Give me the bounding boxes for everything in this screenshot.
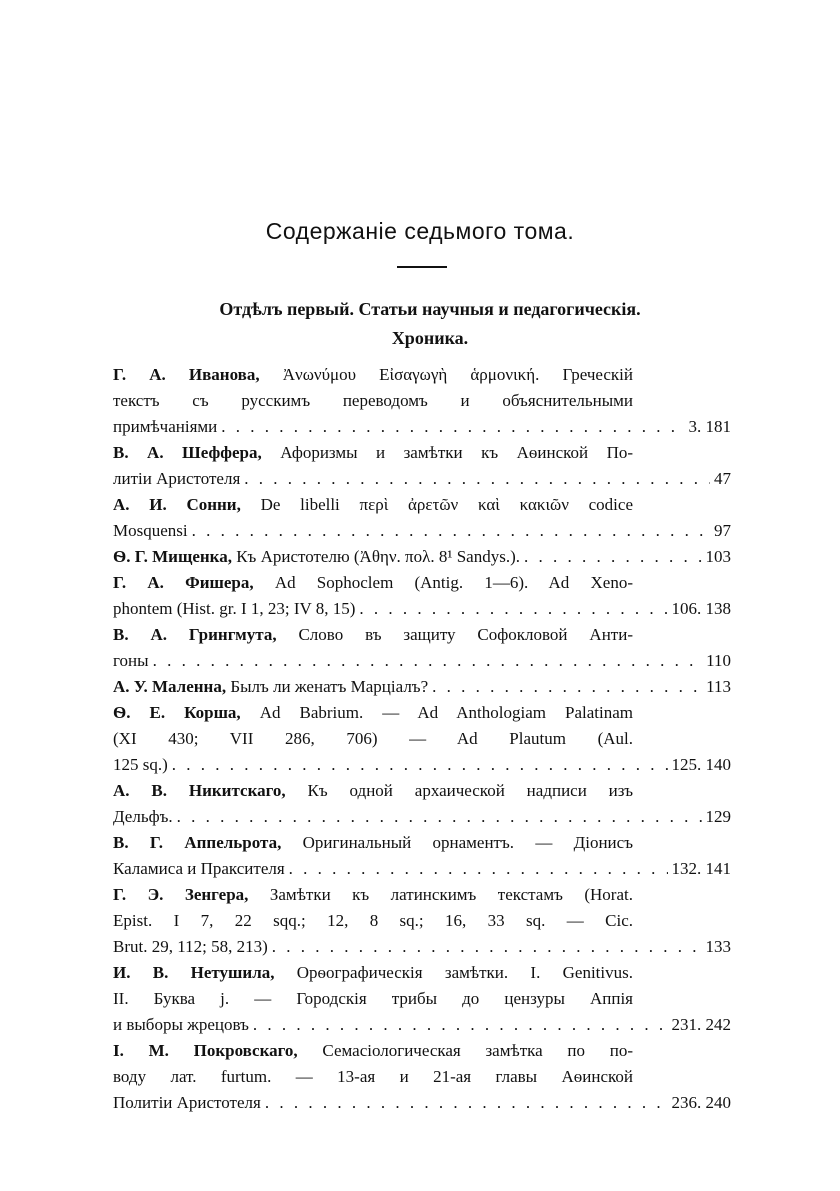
entry-last-line xyxy=(113,544,731,570)
entry-author: А. И. Сонни, xyxy=(113,495,261,514)
entry-text-line xyxy=(113,726,633,752)
entry-text: Ad Sophoclem (Antig. 1—6). Ad Xeno- xyxy=(274,573,633,592)
entry-last-line xyxy=(113,674,731,700)
entry-page-numbers: 110 xyxy=(706,651,731,670)
entry-text: Слово въ защиту Софокловой Анти- xyxy=(298,625,633,644)
entry-text-line xyxy=(113,986,633,1012)
entry-author: Г. А. Фишера, xyxy=(113,573,275,592)
entry-text xyxy=(113,596,355,622)
entry-text xyxy=(113,1012,249,1038)
toc-entry xyxy=(113,492,731,544)
entry-text-line xyxy=(113,388,633,414)
entry-author: Ѳ. Е. Корша, xyxy=(113,703,260,722)
entry-text: текстъ съ русскимъ переводомъ и объяснительными xyxy=(113,391,633,410)
entry-last-line xyxy=(113,414,731,440)
entry-text xyxy=(113,414,217,440)
entry-text xyxy=(113,1090,261,1116)
dot-leader xyxy=(272,934,702,960)
entry-page-numbers: 236. 240 xyxy=(671,1093,731,1112)
entry-author: В. А. Шеффера, xyxy=(113,443,281,462)
entry-last-line xyxy=(113,596,731,622)
entry-page-numbers: 103 xyxy=(705,547,731,566)
section-heading xyxy=(60,295,800,353)
dot-leader xyxy=(153,648,703,674)
entry-text xyxy=(113,752,168,778)
entry-page-numbers: 47 xyxy=(714,469,731,488)
entry-author: Г. Э. Зенгера, xyxy=(113,885,270,904)
toc-entry xyxy=(113,882,731,960)
page-title: Содержаніе седьмого тома. xyxy=(265,218,575,244)
entry-text-line xyxy=(113,882,633,908)
dot-leader xyxy=(432,674,702,700)
entry-text: Оригинальный орнаментъ. — Діонисъ xyxy=(302,833,633,852)
entry-text: Къ одной архаической надписи изъ xyxy=(307,781,633,800)
dot-leader xyxy=(253,1012,668,1038)
entry-last-line xyxy=(113,466,731,492)
entry-text-line xyxy=(113,362,633,388)
entry-text-line xyxy=(113,908,633,934)
entry-text-tail: примѣчаніями xyxy=(113,417,218,436)
entry-author: Г. А. Иванова, xyxy=(113,365,283,384)
entry-text: De libelli περὶ ἀρετῶν καὶ κακιῶν codice xyxy=(260,495,633,514)
section-heading-line-1: Отдѣлъ первый. Статьи научныя и педагогическія. xyxy=(219,299,641,319)
entry-text-line xyxy=(113,960,633,986)
toc-entry xyxy=(113,830,731,882)
entry-last-line xyxy=(113,804,731,830)
dot-leader xyxy=(265,1090,668,1116)
toc-entry xyxy=(113,544,731,570)
entry-text: Epist. I 7, 22 sqq.; 12, 8 sq.; 16, 33 sq. — Cic. xyxy=(113,911,633,930)
dot-leader xyxy=(359,596,667,622)
dot-leader xyxy=(244,466,710,492)
entry-author: Ѳ. Г. Мищенка, xyxy=(113,547,237,566)
entry-last-line xyxy=(113,752,731,778)
entry-text-tail: phontem (Hist. gr. I 1, 23; IV 8, 15) xyxy=(113,599,356,618)
entry-page-numbers: 125. 140 xyxy=(671,755,731,774)
entry-text xyxy=(113,544,520,570)
entry-text: воду лат. furtum. — 13-ая и 21-ая главы Аѳинской xyxy=(113,1067,633,1086)
table-of-contents xyxy=(113,362,731,1116)
entry-text: Ἀνωνύμου Εἰσαγωγὴ ἁρμονική. Греческій xyxy=(282,365,633,384)
entry-text-line xyxy=(113,778,633,804)
title-divider xyxy=(397,266,447,268)
entry-page-numbers: 129 xyxy=(705,807,731,826)
entry-page-numbers: 113 xyxy=(706,677,731,696)
entry-page-numbers: 97 xyxy=(714,521,731,540)
entry-text-tail: Былъ ли женатъ Марціалъ? xyxy=(230,677,429,696)
entry-page-numbers: 133 xyxy=(705,937,731,956)
toc-entry xyxy=(113,960,731,1038)
entry-author: В. Г. Аппельрота, xyxy=(113,833,303,852)
entry-text-line xyxy=(113,1038,633,1064)
toc-entry xyxy=(113,674,731,700)
entry-author: I. М. Покровскаго, xyxy=(113,1041,323,1060)
entry-text-tail: 125 sq.) xyxy=(113,755,168,774)
entry-text-line xyxy=(113,622,633,648)
entry-page-numbers: 106. 138 xyxy=(671,599,731,618)
toc-entry xyxy=(113,362,731,440)
entry-author: А. В. Никитскаго, xyxy=(113,781,308,800)
entry-last-line xyxy=(113,518,731,544)
entry-last-line xyxy=(113,934,731,960)
entry-text: Афоризмы и замѣтки къ Аѳинской По- xyxy=(280,443,634,462)
toc-entry xyxy=(113,700,731,778)
entry-text xyxy=(113,804,173,830)
dot-leader xyxy=(192,518,710,544)
entry-text xyxy=(113,856,285,882)
entry-text: II. Буква j. — Городскія трибы до цензуры Аппія xyxy=(113,989,633,1008)
toc-entry xyxy=(113,622,731,674)
toc-entry xyxy=(113,778,731,830)
entry-text-tail: и выборы жрецовъ xyxy=(113,1015,249,1034)
entry-text xyxy=(113,934,268,960)
entry-text-line xyxy=(113,492,633,518)
toc-entry xyxy=(113,440,731,492)
dot-leader xyxy=(289,856,668,882)
entry-text: Ad Babrium. — Ad Anthologiam Palatinam xyxy=(259,703,633,722)
dot-leader xyxy=(524,544,702,570)
entry-text xyxy=(113,466,240,492)
dot-leader xyxy=(221,414,684,440)
entry-author: И. В. Нетушила, xyxy=(113,963,297,982)
entry-text-tail: Политіи Аристотеля xyxy=(113,1093,261,1112)
entry-text-line xyxy=(113,1064,633,1090)
entry-text-line xyxy=(113,440,633,466)
entry-text xyxy=(113,518,188,544)
entry-text: Семасіологическая замѣтка по по- xyxy=(322,1041,633,1060)
section-heading-line-2: Хроника. xyxy=(391,328,469,348)
entry-text-line xyxy=(113,570,633,596)
toc-entry xyxy=(113,1038,731,1116)
entry-text xyxy=(113,674,428,700)
entry-text-line xyxy=(113,830,633,856)
entry-text-tail: Brut. 29, 112; 58, 213) xyxy=(113,937,268,956)
entry-page-numbers: 3. 181 xyxy=(688,417,731,436)
dot-leader xyxy=(177,804,702,830)
entry-text xyxy=(113,648,149,674)
entry-page-numbers: 132. 141 xyxy=(671,859,731,878)
entry-text-tail: Дельфъ. xyxy=(113,807,173,826)
entry-last-line xyxy=(113,856,731,882)
entry-text: Замѣтки къ латинскимъ текстамъ (Horat. xyxy=(269,885,633,904)
entry-page-numbers: 231. 242 xyxy=(671,1015,731,1034)
entry-text-tail: Mosquensi xyxy=(113,521,188,540)
entry-author: А. У. Маленна, xyxy=(113,677,231,696)
entry-text-tail: Къ Аристотелю (Ἀθην. πολ. 8¹ Sandys.). xyxy=(236,547,520,566)
entry-text-tail: Каламиса и Праксителя xyxy=(113,859,285,878)
entry-text: (XI 430; VII 286, 706) — Ad Plautum (Aul. xyxy=(113,729,633,748)
entry-last-line xyxy=(113,1090,731,1116)
dot-leader xyxy=(172,752,668,778)
entry-text-tail: литіи Аристотеля xyxy=(113,469,241,488)
entry-text: Орѳографическія замѣтки. I. Genitivus. xyxy=(296,963,633,982)
toc-entry xyxy=(113,570,731,622)
entry-author: В. А. Грингмута, xyxy=(113,625,299,644)
entry-last-line xyxy=(113,1012,731,1038)
entry-text-line xyxy=(113,700,633,726)
entry-text-tail: гоны xyxy=(113,651,149,670)
entry-last-line xyxy=(113,648,731,674)
